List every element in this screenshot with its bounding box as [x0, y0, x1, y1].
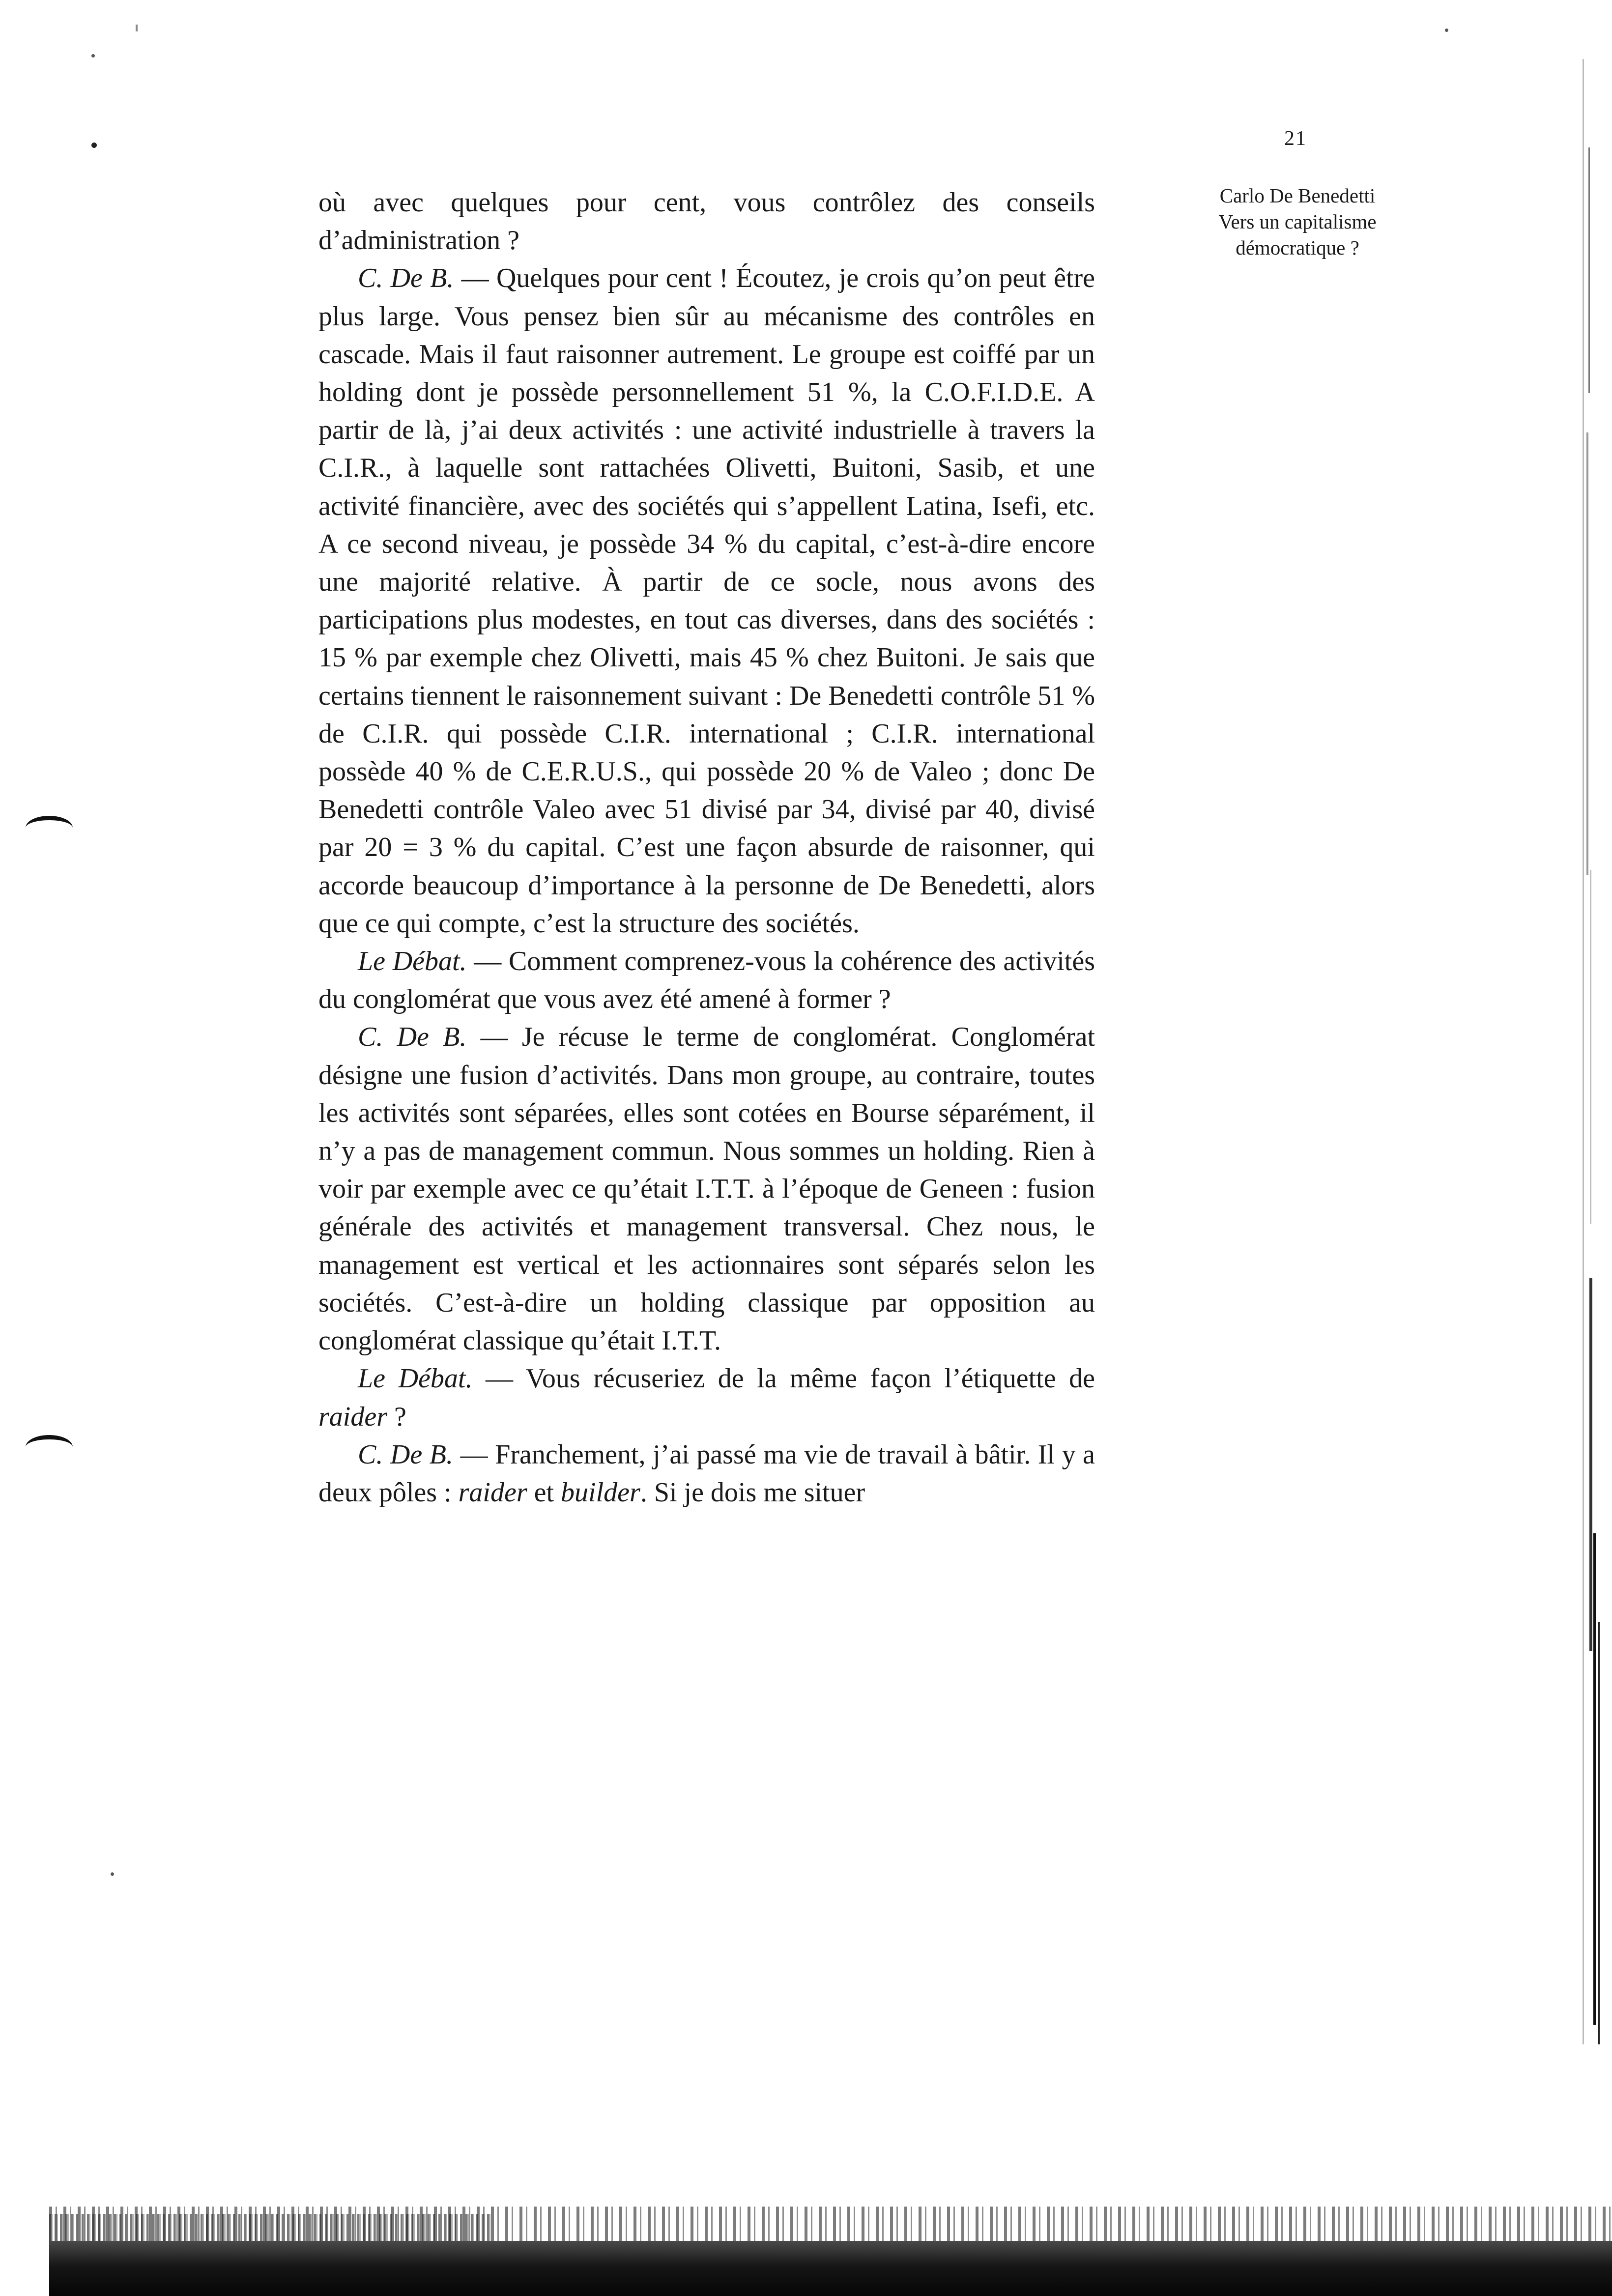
paragraph — [318, 259, 1095, 943]
text-run: ? — [387, 1401, 406, 1432]
binding-edge-shadow — [1548, 59, 1612, 2044]
page-number: 21 — [1284, 127, 1307, 150]
text-run: — Comment comprenez-vous la cohérence des activités du conglomérat que vous avez été amené à former ? — [318, 946, 1095, 1015]
speaker-label: C. De B. — [358, 1439, 454, 1470]
text-run: — Vous récuseriez de la même façon l’étiquette de — [472, 1363, 1095, 1394]
paragraph — [318, 1436, 1095, 1512]
italic-term: builder — [561, 1477, 640, 1508]
text-run: — Je récuse le terme de conglomérat. Conglomérat désigne une fusion d’activités. Dans mon groupe, au contraire, toutes les activités sont séparées, elles sont cotées en Bourse séparément, il n’y a pas de management commun. Nous sommes un holding. Rien à voir par exemple avec ce qu’était I.T.T. à l’époque de Geneen : fusion générale des activités et management transversal. Chez nous, le management est vertical et les actionnaires sont séparés selon les sociétés. C’est-à-dire un holding classique par opposition au conglomérat classique qu’était I.T.T. — [318, 1022, 1095, 1356]
paragraph — [318, 1360, 1095, 1435]
scan-bracket-mark — [26, 1435, 73, 1459]
scan-speck — [91, 54, 95, 57]
paragraph — [318, 184, 1095, 259]
running-head-line-title: Vers un capitalisme — [1218, 210, 1377, 233]
paragraph — [318, 943, 1095, 1018]
speaker-label: C. De B. — [358, 1022, 467, 1053]
speaker-label: C. De B. — [358, 263, 454, 294]
paragraph — [318, 1018, 1095, 1360]
scan-speck — [1445, 29, 1448, 32]
running-head — [1170, 183, 1425, 261]
scan-bracket-mark — [26, 816, 73, 840]
scan-speck — [91, 143, 97, 148]
speaker-label: Le Débat. — [358, 946, 467, 977]
text-run: — Quelques pour cent ! Écoutez, je crois qu’on peut être plus large. Vous pensez bien sûr au mécanisme des contrôles en cascade. Mais il faut raisonner autrement. Le groupe est coiffé par un holding dont je possède personnellement 51 %, la C.O.F.I.D.E. A partir de là, j’ai deux activités : une activité industrielle à travers la C.I.R., à laquelle sont rattachées Olivetti, Buitoni, Sasib, et une activité financière, avec des sociétés qui s’appellent Latina, Isefi, etc. A ce second niveau, je possède 34 % du capital, c’est-à-dire encore une majorité relative. À partir de ce socle, nous avons des participations plus modestes, en tout cas diverses, dans des sociétés : 15 % par exemple chez Olivetti, mais 45 % chez Buitoni. Je sais que certains tiennent le raisonnement suivant : De Benedetti contrôle 51 % de C.I.R. qui possède C.I.R. international ; C.I.R. international possède 40 % de C.E.R.U.S., qui possède 20 % de Valeo ; donc De Benedetti contrôle Valeo avec 51 divisé par 34, divisé par 40, divisé par 20 = 3 % du capital. C’est une façon absurde de raisonner, qui accorde beaucoup d’importance à la personne de De Benedetti, alors que ce qui compte, c’est la structure des sociétés. — [318, 263, 1095, 939]
text-run: . Si je dois me situer — [640, 1477, 865, 1508]
text-run: où avec quelques pour cent, vous contrôlez des conseils d’administration ? — [318, 187, 1095, 256]
speaker-label: Le Débat. — [358, 1363, 473, 1394]
scan-bottom-edge — [49, 2241, 1612, 2296]
text-run: — Franchement, j’ai passé ma vie de travail à bâtir. Il y a deux pôles : — [318, 1439, 1095, 1508]
body-text — [318, 184, 1095, 1512]
text-run: et — [527, 1477, 561, 1508]
running-head-line-author: Carlo De Benedetti — [1219, 184, 1376, 207]
scan-speck — [111, 1872, 114, 1876]
running-head-line-title-end: démocratique ? — [1236, 236, 1359, 259]
italic-term: raider — [458, 1477, 527, 1508]
italic-term: raider — [318, 1401, 387, 1432]
scan-speck — [136, 25, 138, 31]
